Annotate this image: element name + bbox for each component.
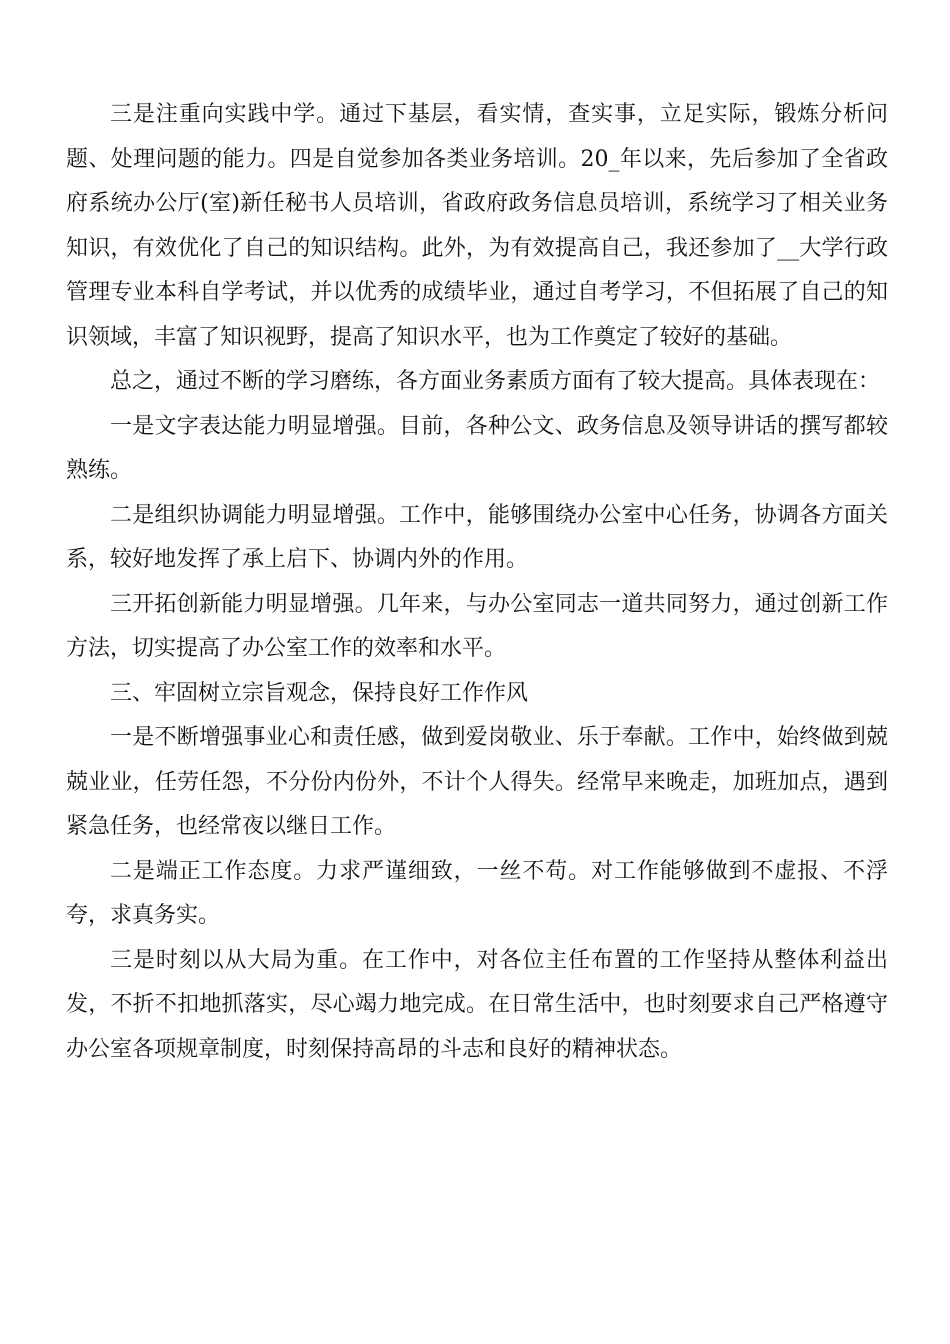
paragraph-dedication: 一是不断增强事业心和责任感，做到爱岗敬业、乐于奉献。工作中，始终做到兢兢业业，任劳任怨，不分份内份外，不计个人得失。经常早来晚走，加班加点，遇到紧急任务，也经常夜以继日工作。 — [66, 725, 888, 839]
paragraph-writing-ability: 一是文字表达能力明显增强。目前，各种公文、政务信息及领导讲话的撰写都较熟练。 — [66, 413, 888, 483]
paragraph-summary: 总之，通过不断的学习磨练，各方面业务素质方面有了较大提高。具体表现在： — [110, 369, 881, 394]
paragraph-practice-and-training: 三是注重向实践中学。通过下基层，看实情，查实事，立足实际，锻炼分析问题、处理问题的能力。四是自觉参加各类业务培训。20_年以来，先后参加了全省政府系统办公厅(室)新任秘书人员培训，省政府政务信息员培训，系统学习了相关业务知识，有效优化了自己的知识结构。此外，为有效提高自己，我还参加了__大学行政管理专业本科自学考试，并以优秀的成绩毕业，通过自考学习，不但拓展了自己的知识领域，丰富了知识视野，提高了知识水平，也为工作奠定了较好的基础。 — [66, 102, 888, 350]
document-body — [66, 93, 888, 1072]
paragraph-innovation-ability: 三开拓创新能力明显增强。几年来，与办公室同志一道共同努力，通过创新工作方法，切实提高了办公室工作的效率和水平。 — [66, 591, 888, 661]
paragraph-coordination-ability: 二是组织协调能力明显增强。工作中，能够围绕办公室中心任务，协调各方面关系，较好地发挥了承上启下、协调内外的作用。 — [66, 502, 888, 572]
paragraph-work-attitude: 二是端正工作态度。力求严谨细致，一丝不苟。对工作能够做到不虚报、不浮夸，求真务实。 — [66, 858, 888, 928]
section-heading-work-style: 三、牢固树立宗旨观念，保持良好工作作风 — [110, 680, 529, 706]
paragraph-big-picture: 三是时刻以从大局为重。在工作中，对各位主任布置的工作坚持从整体利益出发，不折不扣地抓落实，尽心竭力地完成。在日常生活中，也时刻要求自己严格遵守办公室各项规章制度，时刻保持高昂的斗志和良好的精神状态。 — [66, 947, 888, 1062]
